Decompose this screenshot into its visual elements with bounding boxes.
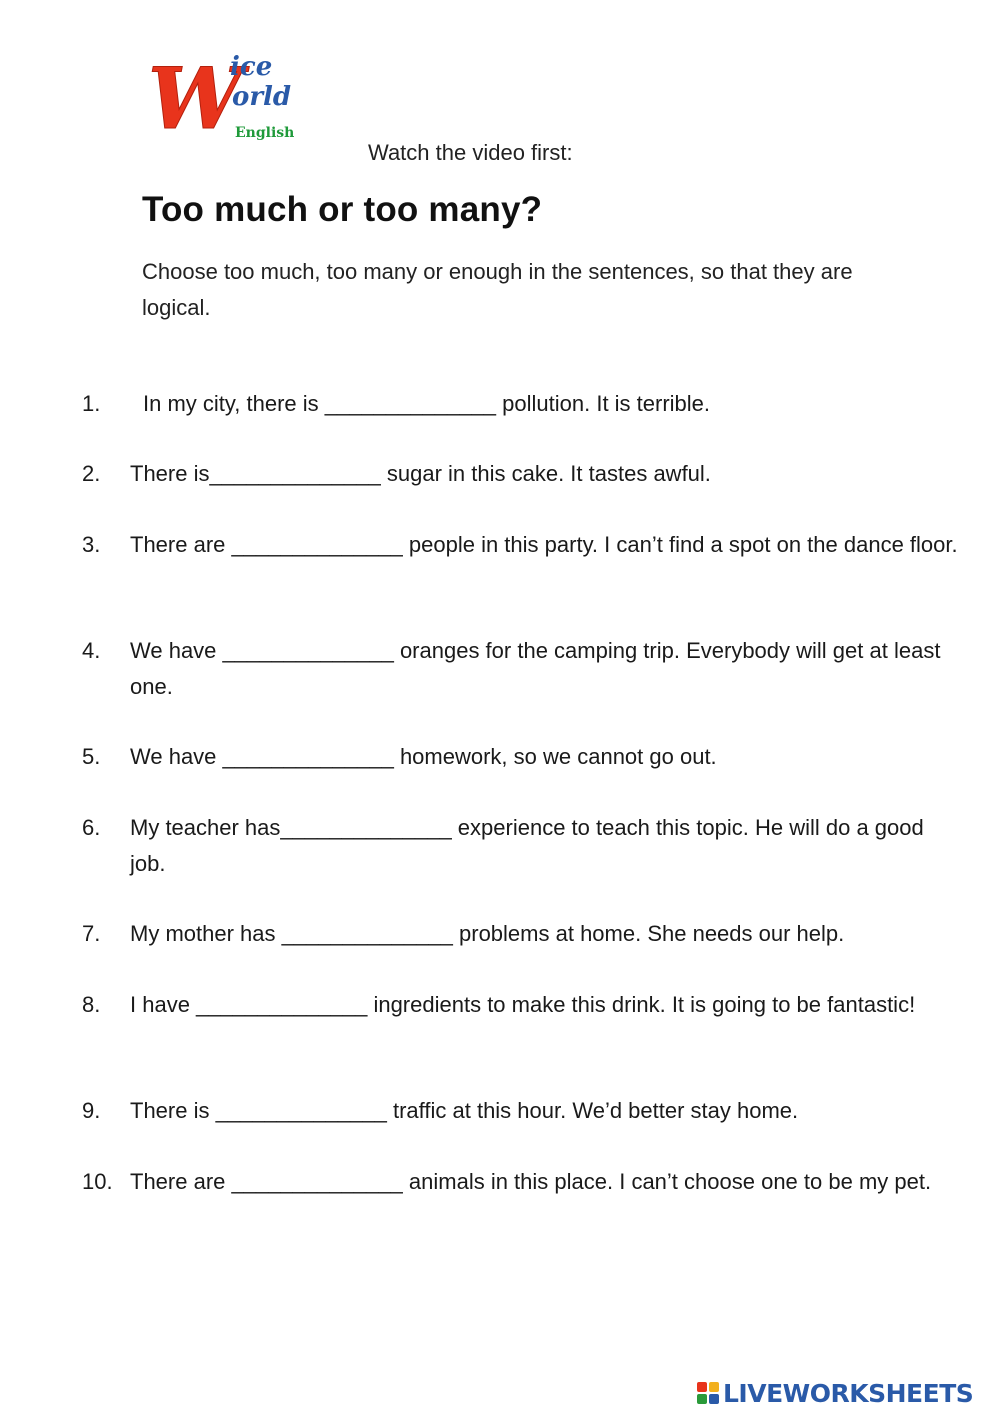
logo-word-orld: orld — [232, 82, 292, 112]
question-text: We have ______________ oranges for the camping trip. Everybody will get at least one. — [130, 638, 941, 699]
wice-world-english-logo — [146, 42, 306, 147]
watch-video-note: Watch the video first: — [368, 140, 573, 165]
question-2 — [82, 456, 962, 492]
icon-square-4 — [709, 1394, 719, 1404]
question-5 — [82, 739, 962, 775]
liveworksheets-icon — [697, 1382, 719, 1404]
question-number: 6. — [82, 815, 101, 840]
question-number: 4. — [82, 638, 101, 663]
question-8 — [82, 987, 962, 1023]
question-number: 8. — [82, 992, 101, 1017]
icon-square-1 — [697, 1382, 707, 1392]
question-6 — [82, 810, 962, 882]
question-text: There is______________ sugar in this cake. It tastes awful. — [130, 461, 711, 486]
question-4 — [82, 633, 962, 705]
logo-word-english: English — [235, 125, 295, 141]
question-7 — [82, 916, 962, 952]
question-9 — [82, 1093, 962, 1129]
liveworksheets-logo — [697, 1378, 973, 1408]
question-number: 2. — [82, 461, 101, 486]
question-text: I have ______________ ingredients to make this drink. It is going to be fantastic! — [130, 992, 916, 1017]
question-text: There are ______________ animals in this place. I can’t choose one to be my pet. — [130, 1169, 932, 1194]
question-1 — [82, 386, 962, 422]
page-title: Too much or too many? — [142, 190, 543, 229]
question-number: 9. — [82, 1098, 101, 1123]
logo-word-ice: ice — [230, 52, 273, 82]
question-text: There are ______________ people in this party. I can’t find a spot on the dance floor. — [130, 532, 958, 557]
question-number: 1. — [82, 391, 101, 416]
instructions: Choose too much, too many or enough in the sentences, so that they are logical. — [142, 259, 853, 320]
question-text: In my city, there is ______________ pollution. It is terrible. — [143, 391, 711, 416]
question-text: My teacher has______________ experience to teach this topic. He will do a good job. — [130, 815, 924, 876]
question-text: We have ______________ homework, so we cannot go out. — [130, 744, 717, 769]
question-text: There is ______________ traffic at this hour. We’d better stay home. — [130, 1098, 799, 1123]
icon-square-2 — [709, 1382, 719, 1392]
question-text: My mother has ______________ problems at home. She needs our help. — [130, 921, 845, 946]
question-number: 10. — [82, 1169, 113, 1194]
logo-letter-w: W — [148, 49, 243, 147]
icon-square-3 — [697, 1394, 707, 1404]
liveworksheets-brand: LIVEWORKSHEETS — [723, 1378, 974, 1408]
question-3 — [82, 527, 962, 563]
question-number: 5. — [82, 744, 101, 769]
logo-graphic — [146, 42, 306, 147]
question-number: 3. — [82, 532, 101, 557]
question-10 — [82, 1164, 962, 1200]
question-number: 7. — [82, 921, 101, 946]
